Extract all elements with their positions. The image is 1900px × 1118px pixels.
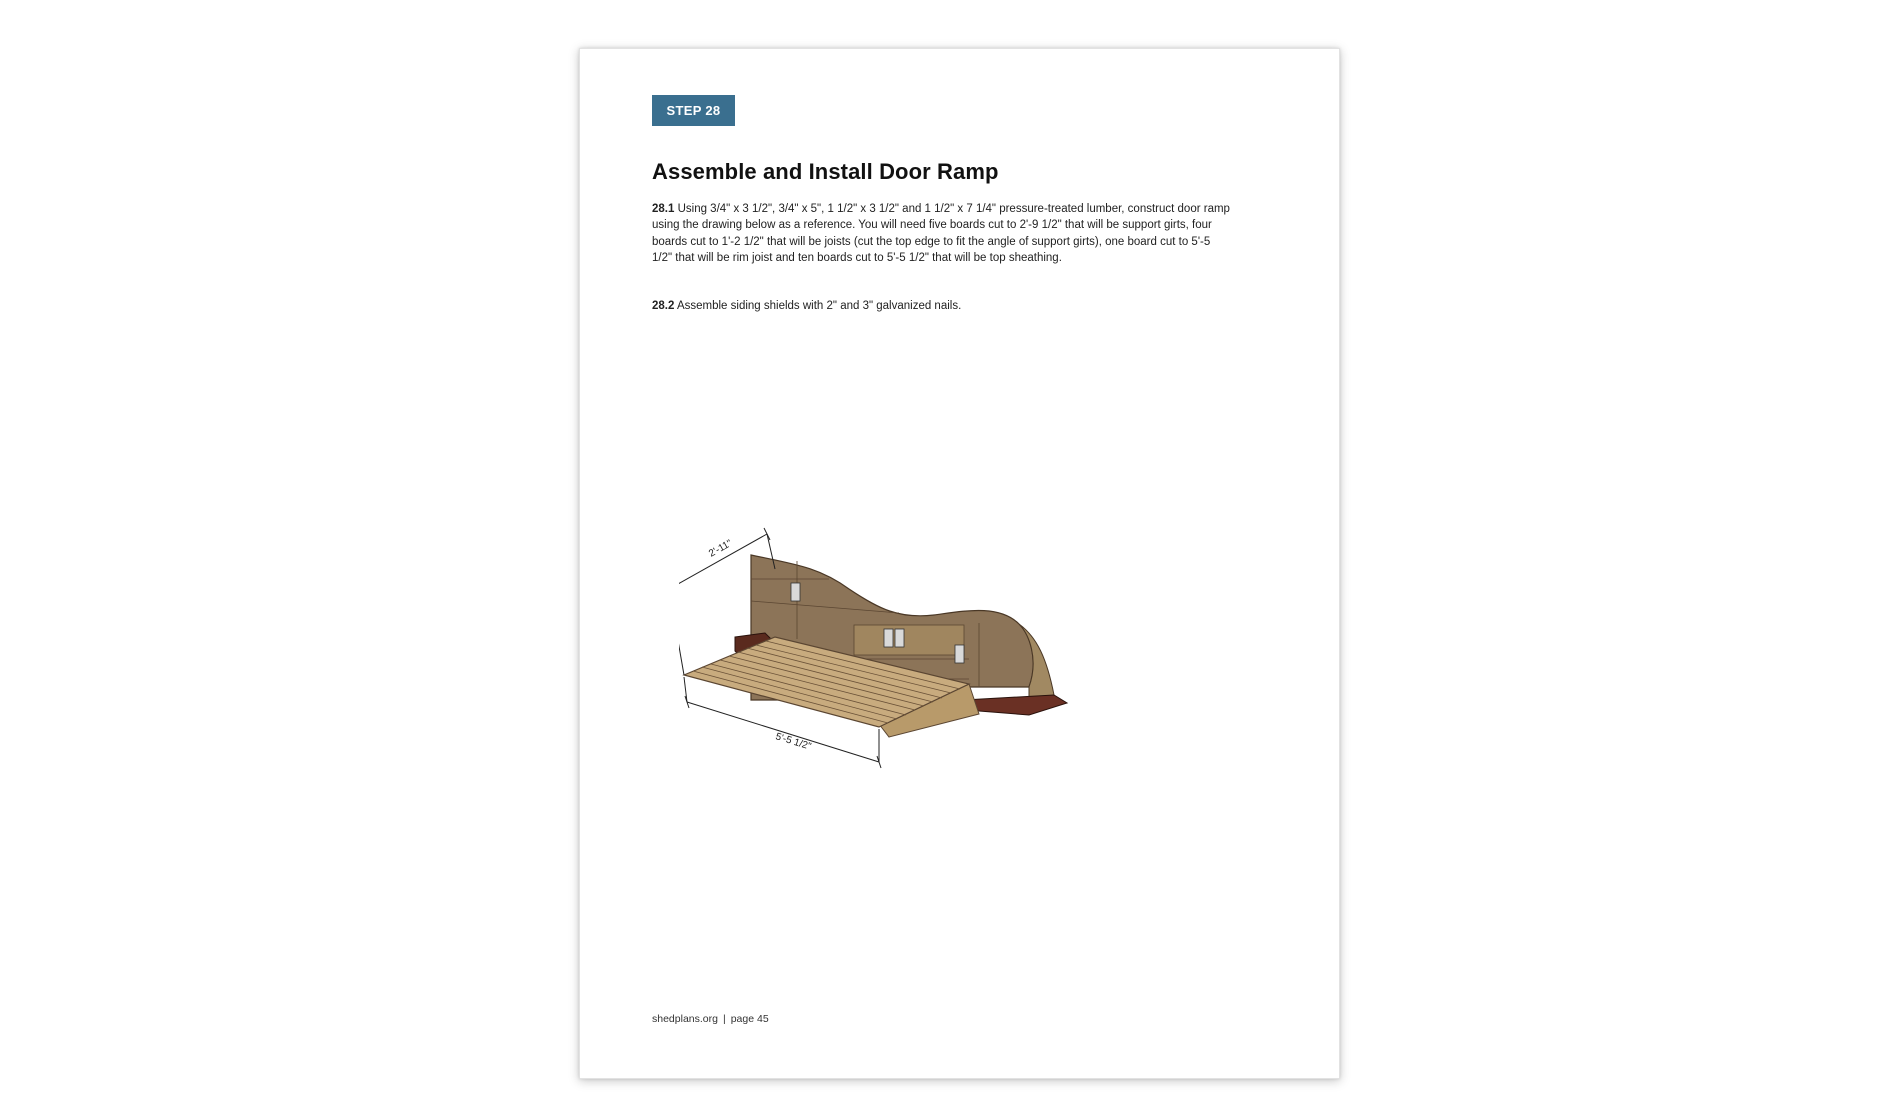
instruction-number: 28.2 — [652, 300, 675, 312]
step-badge: STEP 28 — [652, 95, 735, 126]
dimension-label-depth: 2'-11" — [707, 538, 735, 560]
instruction-28-2 — [652, 298, 1232, 314]
door-ramp-illustration — [679, 519, 1168, 810]
footer-separator: | — [722, 1013, 726, 1025]
instruction-text: Using 3/4" x 3 1/2", 3/4" x 5", 1 1/2" x 3 1/2" and 1 1/2" x 7 1/4" pressure-treated lumber, construct door ramp using the drawing below as a reference. You will need five boards cut to 2'-9 1/2" that will be support girts, four boards cut to 1'-2 1/2" that will be joists (cut the top edge to fit the angle of support girts), one board cut to 5'-5 1/2" that will be rim joist and ten boards cut to 5'-5 1/2" that will be top sheathing. — [652, 203, 1230, 264]
dimension-label-width: 5'-5 1/2" — [774, 731, 813, 753]
instruction-text: Assemble siding shields with 2" and 3" galvanized nails. — [674, 300, 962, 312]
foundation-block-right — [964, 695, 1067, 715]
instruction-28-1 — [652, 201, 1232, 266]
document-page — [579, 48, 1340, 1079]
door-panel — [854, 625, 964, 655]
instruction-number: 28.1 — [652, 203, 675, 215]
page-title: Assemble and Install Door Ramp — [652, 159, 999, 184]
page-footer — [652, 1013, 769, 1025]
footer-site: shedplans.org — [652, 1013, 718, 1025]
footer-page-number: page 45 — [730, 1013, 769, 1025]
